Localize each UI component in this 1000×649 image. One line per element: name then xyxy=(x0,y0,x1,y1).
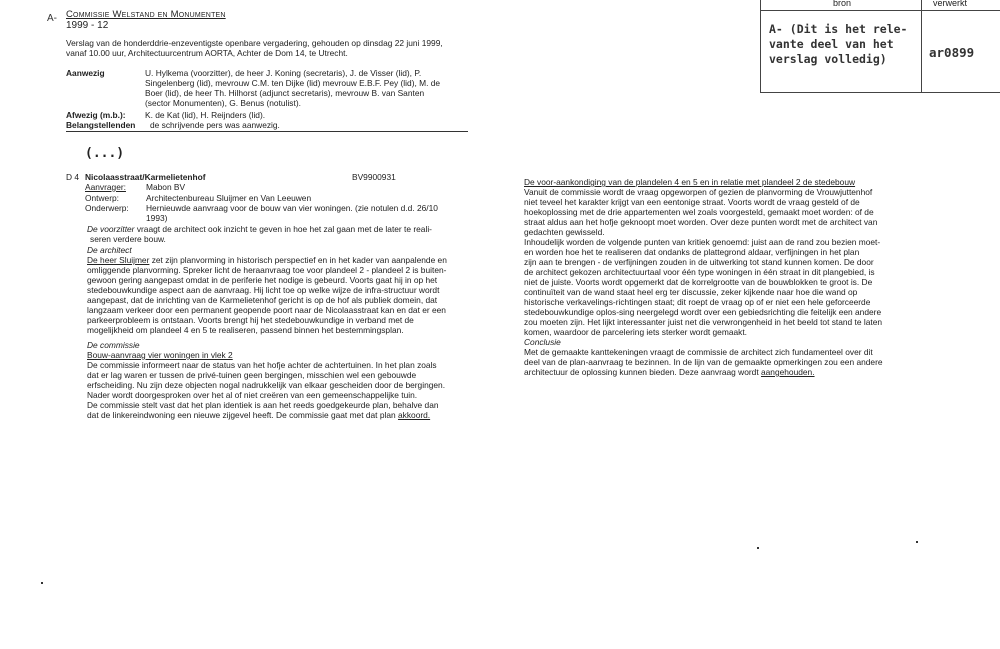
bouw-line: De commissie stelt vast dat het plan identiek is aan het reeds goedgekeurde plan, behalve dan xyxy=(87,400,439,410)
bouw-line: De commissie informeert naar de status van het hofje achter de achtertuinen. In het plan zoals xyxy=(87,360,437,370)
bouw-line: erfscheiding. Nu zijn deze objecten nogal nadrukkelijk van elkaar gescheiden door de bergingen. xyxy=(87,380,446,390)
aanwezig-line: (sector Monumenten), G. Benus (notulist). xyxy=(145,98,301,108)
voorzitter-line: seren verdere bouw. xyxy=(90,234,166,244)
para2-line: continuïteit van de wand staat heel erg ter discussie, zeker kijkende naar hoe die wand op xyxy=(524,287,858,297)
item-reference: BV9900931 xyxy=(352,172,396,182)
onderwerp-line: Hernieuwde aanvraag voor de bouw van vier woningen. (zie notulen d.d. 26/10 xyxy=(146,203,438,213)
voorzitter-block xyxy=(87,224,472,244)
stamp-note-line: vante deel van het xyxy=(769,37,894,51)
akkoord-text: akkoord. xyxy=(398,410,431,420)
stamp-divider xyxy=(921,0,922,92)
architect-label: De architect xyxy=(87,245,132,255)
architect-line: mogelijkheid om plandeel 4 en 5 te realiseren, passend binnen het bestemmingsplan. xyxy=(87,325,404,335)
right-heading: De voor-aankondiging van de plandelen 4 en 5 en in relatie met plandeel 2 de stedebouw xyxy=(524,177,856,187)
onderwerp-label: Onderwerp: xyxy=(85,203,129,213)
para2-line: de architect gekozen architectuurtaal voor één type woningen in één straat in dit plangebied, is xyxy=(524,267,875,277)
bouw-line: dat de linkereindwoning een nieuwe zijgevel heeft. De commissie gaat met dat plan xyxy=(87,410,396,420)
onderwerp-line: 1993) xyxy=(146,213,168,223)
para1-line: Vanuit de commissie wordt de vraag opgeworpen of gezien de planvorming de Vrouwjuttenhof xyxy=(524,187,873,197)
scan-speck xyxy=(41,582,43,584)
stamp-col-bron: bron xyxy=(833,0,852,8)
item-number: D 4 xyxy=(66,172,80,182)
architect-line: gewoon gering aangepast omdat in de periferie het nodige is gebeurd. Voorts gaat hij in op het xyxy=(87,275,438,285)
para2-line: niet de juiste. Voorts wordt opgemerkt dat de korrelgrootte van de bouwblokken te groot is. De xyxy=(524,277,873,287)
org-name: Commissie Welstand en Monumenten xyxy=(66,9,226,20)
stamp-code: ar0899 xyxy=(929,45,975,60)
aanwezig-list xyxy=(145,68,440,108)
aanwezig-line: Singelenberg (lid), mevrouw C.M. ten Dijke (lid) mevrouw E.B.F. Pey (lid), M. de xyxy=(145,78,441,88)
stamp-col-verwerkt: verwerkt xyxy=(933,0,968,8)
para1-line: straat aldus aan het hofje geknoopt moet worden. Over deze punten wordt met de architect van xyxy=(524,217,878,227)
aanwezig-line: U. Hylkema (voorzitter), de heer J. Koning (secretaris), J. de Visser (lid), P. xyxy=(145,68,422,78)
stamp-note-line: verslag volledig) xyxy=(769,52,887,66)
para2-line: komen, waardoor de parcelering iets sterker wordt gemaakt. xyxy=(524,327,747,337)
scan-speck xyxy=(757,547,759,549)
ellipsis: (...) xyxy=(85,146,125,161)
para2-line: Inhoudelijk worden de volgende punten van kritiek genoemd: juist aan de rand zou bezien moet- xyxy=(524,237,881,247)
commissie-label: De commissie xyxy=(87,340,140,350)
intro xyxy=(66,38,486,58)
para2-line: zijn aan te brengen - de verfijningen zouden in de uitwerking tot stand kunnen komen. De door xyxy=(524,257,874,267)
belangstellenden-label: Belangstellenden xyxy=(66,120,136,130)
conclusie-line: architectuur de oplossing kunnen bieden. Deze aanvraag wordt xyxy=(524,367,759,377)
aanwezig-line: Boer (lid), de heer Th. Hilhorst (adjunct secretaris), mevrouw B. van Santen xyxy=(145,88,425,98)
para2-line: historische verkavelings-richtingen staat; dit roept de vraag op of er niet een hele geforceerde xyxy=(524,297,871,307)
para2-line: en worden hoe het te realiseren dat ondanks de plattegrond aldaar, verfijningen in het plan xyxy=(524,247,860,257)
architect-line: parkeerprobleem is ontstaan. Voorts brengt hij het stedebouwkundige in verband met de xyxy=(87,315,414,325)
architect-block xyxy=(87,255,472,335)
aanwezig-label: Aanwezig xyxy=(66,68,105,78)
conclusie-label: Conclusie xyxy=(524,337,561,347)
para1-line: hoekoplossing met de drie appartementen wel zoals voorgesteld, gemaakt moet worden: of de xyxy=(524,207,874,217)
intro-line: vanaf 10.00 uur, Architectuurcentrum AORTA, Achter de Dom 14, te Utrecht. xyxy=(66,48,348,58)
para2-line: zou moeten zijn. Het lijkt interessanter juist net die verwrongenheid in het beeld tot stand te laten xyxy=(524,317,883,327)
conclusie-line: Met de gemaakte kanttekeningen vraagt de commissie de architect zich fundamenteel over dit xyxy=(524,347,873,357)
stamp-header xyxy=(761,0,1000,11)
architect-line: zet zijn planvorming in historisch perspectief en in het kader van aanpalende en xyxy=(151,255,447,265)
architect-line: omliggende planvorming. Spreker licht de heraanvraag toe voor plandeel 2 - plandeel 2 is buiten- xyxy=(87,265,447,275)
bouw-heading: Bouw-aanvraag vier woningen in vlek 2 xyxy=(87,350,233,360)
para2-line: stedebouwkundige oplos-sing neergelegd wordt over een gebiedsrichting die feitelijk een andere xyxy=(524,307,882,317)
architect-line: stedebouwkundige aspect aan de aanvraag. Hij licht toe op welke wijze de infra-structuur wordt xyxy=(87,285,440,295)
voorzitter-line: vraagt de architect ook inzicht te geven in hoe het zal gaan met de later te reali- xyxy=(136,224,432,234)
aangehouden-text: aangehouden. xyxy=(760,367,815,377)
architect-line: aangepast, dat de inrichting van de Karmelietenhof gericht is op de hof als publiek domein, dat xyxy=(87,295,438,305)
afwezig-list: K. de Kat (lid), H. Reijnders (lid). xyxy=(145,110,266,120)
margin-tag: A- xyxy=(47,13,57,24)
para1-line: niet teveel het karakter krijgt van een eentonige straat. Voorts wordt de vraag gesteld of de xyxy=(524,197,860,207)
stamp-note xyxy=(769,22,907,67)
voorzitter-label: De voorzitter xyxy=(87,224,135,234)
belangstellenden-text: de schrijvende pers was aanwezig. xyxy=(150,120,280,130)
intro-line: Verslag van de honderddrie-enzeventigste openbare vergadering, gehouden op dinsdag 22 juni 1999, xyxy=(66,38,443,48)
archive-stamp xyxy=(760,0,1000,93)
bouw-text xyxy=(87,360,472,420)
aanvrager-label: Aanvrager: xyxy=(85,182,126,192)
right-column xyxy=(524,177,904,377)
para1-line: gedachten gewisseld. xyxy=(524,227,605,237)
ontwerp-value: Architectenbureau Sluijmer en Van Leeuwen xyxy=(146,193,312,203)
onderwerp-value xyxy=(146,203,438,223)
item-title: Nicolaasstraat/Karmelietenhof xyxy=(85,172,206,182)
header-rule xyxy=(66,131,468,132)
document-number: 1999 - 12 xyxy=(66,20,109,31)
document-header xyxy=(66,10,486,58)
architect-name: De heer Sluijmer xyxy=(87,255,150,265)
conclusie-line: deel van de plan-aanvraag te bezinnen. In de lijn van de gemaakte opmerkingen zou een andere xyxy=(524,357,883,367)
afwezig-label: Afwezig (m.b.): xyxy=(66,110,126,120)
stamp-note-line: A- (Dit is het rele- xyxy=(769,22,908,36)
bouw-line: dat er lag waren er tussen de privé-tuinen geen bergingen, misschien wel een gebouwde xyxy=(87,370,417,380)
ontwerp-label: Ontwerp: xyxy=(85,193,119,203)
aanvrager-value: Mabon BV xyxy=(146,182,186,192)
architect-line: langzaam verkeer door een permanent geopende poort naar de Nicolaasstraat kan en dat er een xyxy=(87,305,446,315)
scan-speck xyxy=(916,541,918,543)
bouw-line: Nader wordt doorgesproken over het al of niet creëren van een gemeenschappelijke tuin. xyxy=(87,390,418,400)
